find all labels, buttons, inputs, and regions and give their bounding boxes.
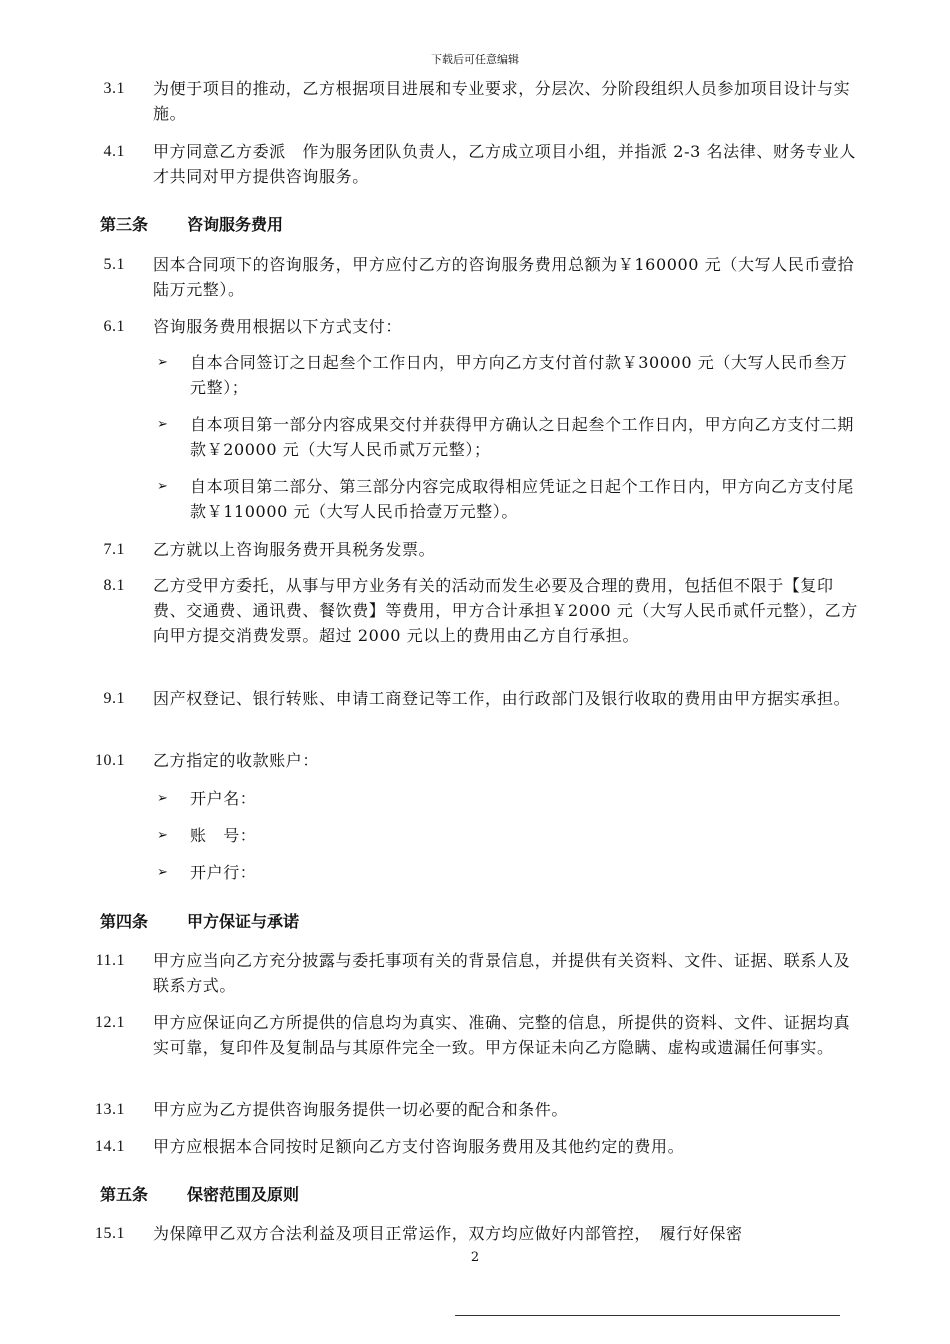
- article-number: 第五条: [100, 1185, 149, 1204]
- clause-text: 乙方指定的收款账户：: [153, 751, 320, 770]
- clause-text: 咨询服务费用根据以下方式支付：: [153, 317, 403, 336]
- clause-number: 13.1: [95, 1101, 125, 1118]
- bullet-text: 自本项目第一部分内容成果交付并获得甲方确认之日起叁个工作日内，甲方向乙方支付二期款￥20000 元（大写人民币贰万元整）；: [190, 415, 855, 459]
- clause-number: 4.1: [103, 143, 125, 160]
- page-number: 2: [470, 1250, 480, 1265]
- clause-text: 甲方同意乙方委派 作为服务团队负责人，乙方成立项目小组，并指派 2-3 名法律、财务专业人才共同对甲方提供咨询服务。: [153, 142, 856, 186]
- clause-number: 6.1: [103, 318, 125, 335]
- clause-number: 5.1: [103, 256, 125, 273]
- page-header-note: 下载后可任意编辑: [431, 53, 519, 66]
- article-number: 第四条: [100, 912, 149, 931]
- article-title: 甲方保证与承诺: [187, 912, 300, 931]
- clause-number: 7.1: [103, 541, 125, 558]
- clause-number: 15.1: [95, 1225, 125, 1242]
- clause-number: 8.1: [103, 577, 125, 594]
- clause-number: 10.1: [95, 752, 125, 769]
- arrow-bullet-icon: ➢: [157, 479, 168, 494]
- arrow-bullet-icon: ➢: [157, 355, 168, 370]
- arrow-bullet-icon: ➢: [157, 865, 168, 880]
- clause-text: 甲方应当向乙方充分披露与委托事项有关的背景信息，并提供有关资料、文件、证据、联系人及联系方式。: [153, 951, 851, 995]
- clause-text: 为便于项目的推动，乙方根据项目进展和专业要求，分层次、分阶段组织人员参加项目设计与实施。: [153, 79, 851, 123]
- clause-text: 乙方受甲方委托，从事与甲方业务有关的活动而发生必要及合理的费用，包括但不限于【复印费、交通费、通讯费、餐饮费】等费用，甲方合计承担￥2000 元（大写人民币贰仟元整），乙方向甲方提交消费发票。超过 2000 元以上的费用由乙方自行承担。: [153, 576, 858, 645]
- article-number: 第三条: [100, 215, 149, 234]
- clause-text: 甲方应根据本合同按时足额向乙方支付咨询服务费用及其他约定的费用。: [153, 1137, 685, 1156]
- clause-text: 因本合同项下的咨询服务，甲方应付乙方的咨询服务费用总额为￥160000 元（大写人民币壹拾陆万元整）。: [153, 255, 855, 299]
- clause-number: 11.1: [95, 952, 125, 969]
- arrow-bullet-icon: ➢: [157, 791, 168, 806]
- footer-divider: [455, 1315, 840, 1316]
- clause-number: 9.1: [103, 690, 125, 707]
- bullet-text: 开户名：: [190, 789, 257, 808]
- clause-number: 12.1: [95, 1014, 125, 1031]
- article-title: 咨询服务费用: [187, 215, 284, 234]
- clause-text: 乙方就以上咨询服务费开具税务发票。: [153, 540, 436, 559]
- clause-number: 14.1: [95, 1138, 125, 1155]
- clause-text: 甲方应保证向乙方所提供的信息均为真实、准确、完整的信息，所提供的资料、文件、证据均真实可靠，复印件及复制品与其原件完全一致。甲方保证未向乙方隐瞒、虚构或遗漏任何事实。: [153, 1013, 851, 1057]
- bullet-text: 开户行：: [190, 863, 257, 882]
- arrow-bullet-icon: ➢: [157, 417, 168, 432]
- clause-number: 3.1: [103, 80, 125, 97]
- arrow-bullet-icon: ➢: [157, 828, 168, 843]
- bullet-text: 自本项目第二部分、第三部分内容完成取得相应凭证之日起个工作日内，甲方向乙方支付尾款￥110000 元（大写人民币拾壹万元整）。: [190, 477, 855, 521]
- bullet-text: 账 号：: [190, 826, 257, 845]
- clause-text: 因产权登记、银行转账、申请工商登记等工作，由行政部门及银行收取的费用由甲方据实承担。: [153, 689, 851, 708]
- clause-text: 为保障甲乙双方合法利益及项目正常运作，双方均应做好内部管控， 履行好保密: [153, 1224, 743, 1243]
- clause-text: 甲方应为乙方提供咨询服务提供一切必要的配合和条件。: [153, 1100, 569, 1119]
- article-title: 保密范围及原则: [187, 1185, 300, 1204]
- bullet-text: 自本合同签订之日起叁个工作日内，甲方向乙方支付首付款￥30000 元（大写人民币叁万元整）；: [190, 353, 848, 397]
